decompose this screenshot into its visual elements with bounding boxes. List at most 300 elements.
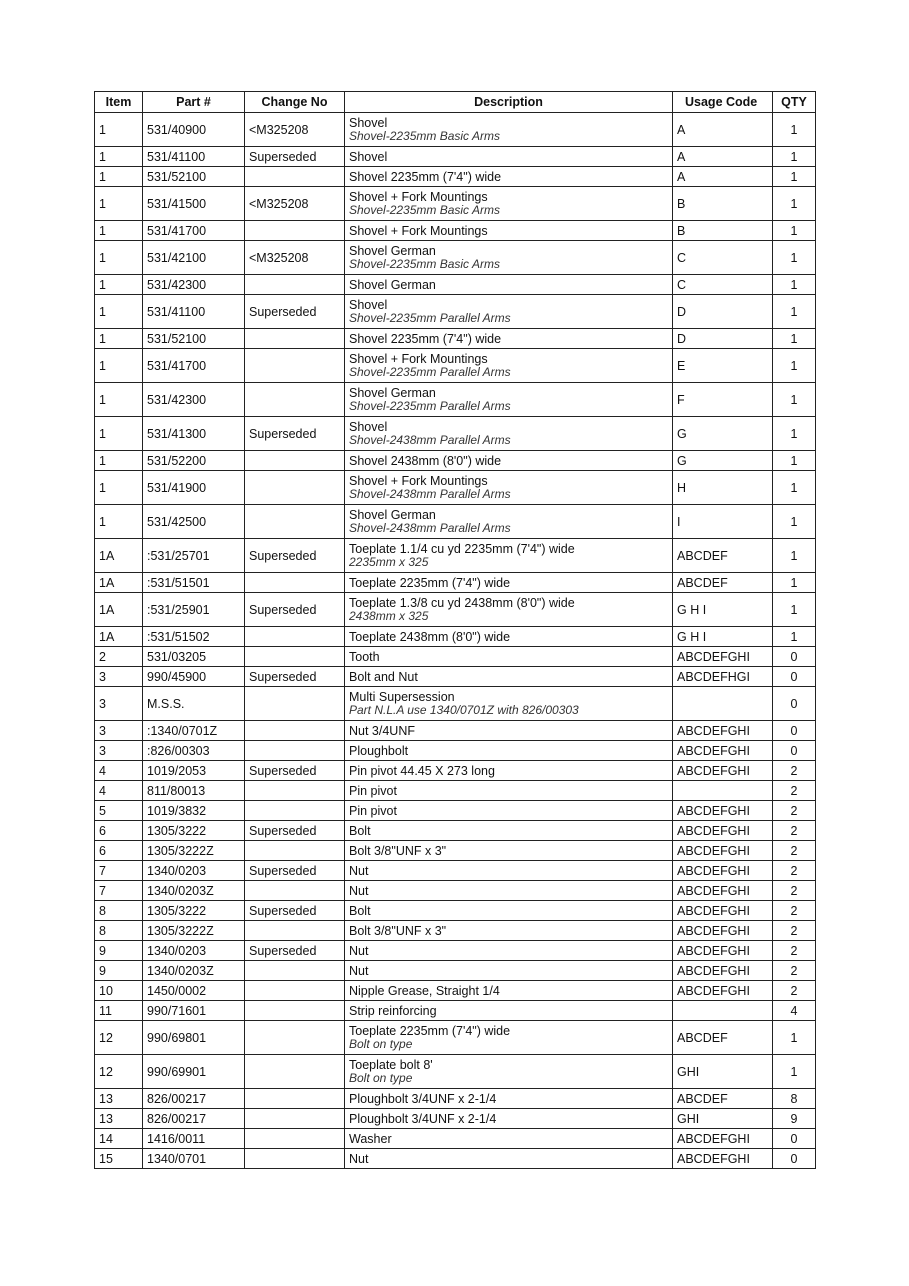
part-number-cell: 1340/0203 bbox=[143, 941, 245, 961]
description-subtext: Bolt on type bbox=[349, 1071, 413, 1085]
change-no-cell bbox=[245, 1055, 345, 1089]
description-cell bbox=[345, 167, 673, 187]
table-row bbox=[95, 841, 816, 861]
part-number-cell: 531/41700 bbox=[143, 349, 245, 383]
description-cell bbox=[345, 505, 673, 539]
item-cell: 1 bbox=[95, 275, 143, 295]
table-row bbox=[95, 961, 816, 981]
item-cell: 3 bbox=[95, 741, 143, 761]
qty-cell: 1 bbox=[773, 349, 816, 383]
table-row bbox=[95, 221, 816, 241]
description-cell bbox=[345, 841, 673, 861]
usage-code-cell bbox=[673, 781, 773, 801]
qty-cell: 0 bbox=[773, 667, 816, 687]
usage-code-cell: ABCDEF bbox=[673, 539, 773, 573]
description-cell bbox=[345, 113, 673, 147]
description-cell bbox=[345, 329, 673, 349]
item-cell: 4 bbox=[95, 781, 143, 801]
qty-cell: 1 bbox=[773, 451, 816, 471]
qty-cell: 0 bbox=[773, 1149, 816, 1169]
part-number-cell: 531/41300 bbox=[143, 417, 245, 451]
part-number-cell: 1305/3222 bbox=[143, 901, 245, 921]
part-number-cell: 531/42300 bbox=[143, 383, 245, 417]
part-number-cell: 1340/0701 bbox=[143, 1149, 245, 1169]
part-number-cell: 1305/3222Z bbox=[143, 841, 245, 861]
description-text: Shovel German bbox=[349, 508, 436, 522]
table-row bbox=[95, 275, 816, 295]
table-row bbox=[95, 417, 816, 451]
usage-code-cell: ABCDEFGHI bbox=[673, 761, 773, 781]
change-no-cell bbox=[245, 741, 345, 761]
description-text: Bolt bbox=[349, 823, 371, 838]
description-text: Toeplate 1.3/8 cu yd 2438mm (8'0") wide bbox=[349, 596, 575, 610]
part-number-cell: 531/52200 bbox=[143, 451, 245, 471]
description-cell bbox=[345, 721, 673, 741]
table-row bbox=[95, 1089, 816, 1109]
usage-code-cell: GHI bbox=[673, 1109, 773, 1129]
description-cell bbox=[345, 741, 673, 761]
description-text: Shovel + Fork Mountings bbox=[349, 352, 488, 366]
usage-code-cell: ABCDEF bbox=[673, 1089, 773, 1109]
item-cell: 1 bbox=[95, 471, 143, 505]
change-no-cell bbox=[245, 801, 345, 821]
change-no-cell: <M325208 bbox=[245, 113, 345, 147]
qty-cell: 1 bbox=[773, 573, 816, 593]
table-row bbox=[95, 147, 816, 167]
qty-cell: 1 bbox=[773, 1021, 816, 1055]
item-cell: 7 bbox=[95, 881, 143, 901]
part-number-cell: 531/41100 bbox=[143, 295, 245, 329]
change-no-cell bbox=[245, 781, 345, 801]
item-cell: 1 bbox=[95, 505, 143, 539]
usage-code-cell: E bbox=[673, 349, 773, 383]
description-subtext: Bolt on type bbox=[349, 1037, 413, 1051]
qty-cell: 2 bbox=[773, 981, 816, 1001]
change-no-cell bbox=[245, 1089, 345, 1109]
usage-code-cell: C bbox=[673, 241, 773, 275]
usage-code-cell: A bbox=[673, 113, 773, 147]
item-cell: 2 bbox=[95, 647, 143, 667]
change-no-cell: <M325208 bbox=[245, 241, 345, 275]
part-number-cell: 1340/0203Z bbox=[143, 961, 245, 981]
qty-cell: 4 bbox=[773, 1001, 816, 1021]
description-cell bbox=[345, 1001, 673, 1021]
item-cell: 9 bbox=[95, 961, 143, 981]
description-text: Nipple Grease, Straight 1/4 bbox=[349, 983, 500, 998]
description-cell bbox=[345, 781, 673, 801]
description-text: Shovel German bbox=[349, 277, 436, 292]
qty-cell: 2 bbox=[773, 941, 816, 961]
item-cell: 1 bbox=[95, 167, 143, 187]
qty-cell: 1 bbox=[773, 505, 816, 539]
usage-code-cell: ABCDEFGHI bbox=[673, 1129, 773, 1149]
change-no-cell bbox=[245, 349, 345, 383]
item-cell: 15 bbox=[95, 1149, 143, 1169]
qty-cell: 1 bbox=[773, 593, 816, 627]
description-cell bbox=[345, 451, 673, 471]
part-number-cell: 531/41500 bbox=[143, 187, 245, 221]
part-number-cell: 826/00217 bbox=[143, 1089, 245, 1109]
description-cell bbox=[345, 627, 673, 647]
description-text: Tooth bbox=[349, 649, 380, 664]
description-cell bbox=[345, 647, 673, 667]
table-row bbox=[95, 881, 816, 901]
change-no-cell bbox=[245, 275, 345, 295]
description-cell bbox=[345, 881, 673, 901]
part-number-cell: M.S.S. bbox=[143, 687, 245, 721]
table-row bbox=[95, 667, 816, 687]
change-no-cell: Superseded bbox=[245, 539, 345, 573]
description-cell bbox=[345, 383, 673, 417]
item-cell: 3 bbox=[95, 687, 143, 721]
item-cell: 12 bbox=[95, 1055, 143, 1089]
description-cell bbox=[345, 1129, 673, 1149]
description-text: Ploughbolt 3/4UNF x 2-1/4 bbox=[349, 1091, 497, 1106]
change-no-cell: Superseded bbox=[245, 593, 345, 627]
description-text: Multi Supersession bbox=[349, 690, 455, 704]
table-row bbox=[95, 901, 816, 921]
qty-cell: 1 bbox=[773, 221, 816, 241]
usage-code-cell: I bbox=[673, 505, 773, 539]
qty-cell: 2 bbox=[773, 841, 816, 861]
description-cell bbox=[345, 667, 673, 687]
part-number-cell: 531/42500 bbox=[143, 505, 245, 539]
description-text: Shovel 2438mm (8'0") wide bbox=[349, 453, 502, 468]
part-number-cell: 531/42300 bbox=[143, 275, 245, 295]
description-text: Toeplate bolt 8' bbox=[349, 1058, 433, 1072]
usage-code-cell: G bbox=[673, 417, 773, 451]
table-row bbox=[95, 1021, 816, 1055]
table-row bbox=[95, 187, 816, 221]
header-row bbox=[95, 92, 816, 113]
description-subtext: Shovel-2235mm Parallel Arms bbox=[349, 365, 511, 379]
description-subtext: Shovel-2235mm Parallel Arms bbox=[349, 399, 511, 413]
description-text: Shovel + Fork Mountings bbox=[349, 474, 488, 488]
change-no-cell bbox=[245, 721, 345, 741]
part-number-cell: 531/42100 bbox=[143, 241, 245, 275]
description-cell bbox=[345, 1055, 673, 1089]
part-number-cell: 1450/0002 bbox=[143, 981, 245, 1001]
header-part: Part # bbox=[143, 92, 245, 113]
item-cell: 8 bbox=[95, 921, 143, 941]
description-text: Pin pivot bbox=[349, 803, 397, 818]
table-row bbox=[95, 451, 816, 471]
qty-cell: 1 bbox=[773, 113, 816, 147]
change-no-cell: Superseded bbox=[245, 147, 345, 167]
table-row bbox=[95, 741, 816, 761]
table-row bbox=[95, 721, 816, 741]
item-cell: 13 bbox=[95, 1109, 143, 1129]
table-row bbox=[95, 1055, 816, 1089]
table-row bbox=[95, 821, 816, 841]
change-no-cell bbox=[245, 221, 345, 241]
part-number-cell: 531/41100 bbox=[143, 147, 245, 167]
part-number-cell: 990/45900 bbox=[143, 667, 245, 687]
change-no-cell bbox=[245, 921, 345, 941]
change-no-cell bbox=[245, 881, 345, 901]
qty-cell: 1 bbox=[773, 241, 816, 275]
usage-code-cell: ABCDEFGHI bbox=[673, 941, 773, 961]
item-cell: 3 bbox=[95, 721, 143, 741]
part-number-cell: :531/25701 bbox=[143, 539, 245, 573]
description-subtext: Shovel-2438mm Parallel Arms bbox=[349, 521, 511, 535]
part-number-cell: 1305/3222 bbox=[143, 821, 245, 841]
item-cell: 1 bbox=[95, 329, 143, 349]
description-cell bbox=[345, 147, 673, 167]
description-text: Pin pivot 44.45 X 273 long bbox=[349, 763, 495, 778]
change-no-cell bbox=[245, 471, 345, 505]
table-row bbox=[95, 573, 816, 593]
description-text: Nut 3/4UNF bbox=[349, 723, 415, 738]
description-text: Nut bbox=[349, 883, 369, 898]
qty-cell: 2 bbox=[773, 761, 816, 781]
description-subtext: Shovel-2235mm Basic Arms bbox=[349, 203, 500, 217]
qty-cell: 1 bbox=[773, 539, 816, 573]
table-row bbox=[95, 647, 816, 667]
usage-code-cell: A bbox=[673, 147, 773, 167]
qty-cell: 1 bbox=[773, 417, 816, 451]
description-cell bbox=[345, 241, 673, 275]
part-number-cell: 811/80013 bbox=[143, 781, 245, 801]
description-cell bbox=[345, 861, 673, 881]
part-number-cell: 990/69801 bbox=[143, 1021, 245, 1055]
item-cell: 1 bbox=[95, 417, 143, 451]
item-cell: 1 bbox=[95, 295, 143, 329]
usage-code-cell: D bbox=[673, 329, 773, 349]
description-cell bbox=[345, 349, 673, 383]
item-cell: 14 bbox=[95, 1129, 143, 1149]
description-text: Toeplate 1.1/4 cu yd 2235mm (7'4") wide bbox=[349, 542, 575, 556]
qty-cell: 1 bbox=[773, 167, 816, 187]
description-subtext: Part N.L.A use 1340/0701Z with 826/00303 bbox=[349, 703, 579, 717]
usage-code-cell: ABCDEFGHI bbox=[673, 647, 773, 667]
description-text: Nut bbox=[349, 863, 369, 878]
item-cell: 1A bbox=[95, 539, 143, 573]
change-no-cell: Superseded bbox=[245, 295, 345, 329]
description-cell bbox=[345, 901, 673, 921]
part-number-cell: 531/52100 bbox=[143, 167, 245, 187]
qty-cell: 2 bbox=[773, 921, 816, 941]
header-qty: QTY bbox=[773, 92, 816, 113]
table-row bbox=[95, 981, 816, 1001]
part-number-cell: :826/00303 bbox=[143, 741, 245, 761]
usage-code-cell: ABCDEFGHI bbox=[673, 861, 773, 881]
item-cell: 1 bbox=[95, 451, 143, 471]
description-cell bbox=[345, 187, 673, 221]
usage-code-cell: ABCDEF bbox=[673, 573, 773, 593]
change-no-cell bbox=[245, 841, 345, 861]
description-cell bbox=[345, 275, 673, 295]
change-no-cell bbox=[245, 167, 345, 187]
usage-code-cell bbox=[673, 1001, 773, 1021]
qty-cell: 2 bbox=[773, 881, 816, 901]
qty-cell: 1 bbox=[773, 383, 816, 417]
change-no-cell bbox=[245, 383, 345, 417]
item-cell: 11 bbox=[95, 1001, 143, 1021]
description-cell bbox=[345, 417, 673, 451]
description-text: Toeplate 2235mm (7'4") wide bbox=[349, 1024, 511, 1038]
description-cell bbox=[345, 1089, 673, 1109]
table-row bbox=[95, 505, 816, 539]
item-cell: 9 bbox=[95, 941, 143, 961]
item-cell: 6 bbox=[95, 821, 143, 841]
description-cell bbox=[345, 1149, 673, 1169]
item-cell: 1 bbox=[95, 113, 143, 147]
usage-code-cell: ABCDEFGHI bbox=[673, 721, 773, 741]
table-row bbox=[95, 113, 816, 147]
description-text: Nut bbox=[349, 943, 369, 958]
item-cell: 1A bbox=[95, 593, 143, 627]
qty-cell: 2 bbox=[773, 901, 816, 921]
description-text: Shovel + Fork Mountings bbox=[349, 190, 488, 204]
change-no-cell: Superseded bbox=[245, 761, 345, 781]
qty-cell: 2 bbox=[773, 821, 816, 841]
qty-cell: 2 bbox=[773, 801, 816, 821]
table-row bbox=[95, 539, 816, 573]
part-number-cell: 1019/3832 bbox=[143, 801, 245, 821]
qty-cell: 2 bbox=[773, 961, 816, 981]
description-text: Shovel German bbox=[349, 244, 436, 258]
qty-cell: 1 bbox=[773, 147, 816, 167]
part-number-cell: 990/71601 bbox=[143, 1001, 245, 1021]
qty-cell: 1 bbox=[773, 187, 816, 221]
table-row bbox=[95, 941, 816, 961]
table-row bbox=[95, 241, 816, 275]
change-no-cell: Superseded bbox=[245, 667, 345, 687]
usage-code-cell: ABCDEFGHI bbox=[673, 821, 773, 841]
usage-code-cell: ABCDEF bbox=[673, 1021, 773, 1055]
usage-code-cell: H bbox=[673, 471, 773, 505]
description-text: Shovel bbox=[349, 298, 388, 312]
part-number-cell: :531/25901 bbox=[143, 593, 245, 627]
description-cell bbox=[345, 801, 673, 821]
qty-cell: 0 bbox=[773, 721, 816, 741]
table-row bbox=[95, 167, 816, 187]
part-number-cell: 531/03205 bbox=[143, 647, 245, 667]
description-cell bbox=[345, 471, 673, 505]
description-cell bbox=[345, 1109, 673, 1129]
description-subtext: 2235mm x 325 bbox=[349, 555, 429, 569]
description-cell bbox=[345, 593, 673, 627]
part-number-cell: 1416/0011 bbox=[143, 1129, 245, 1149]
change-no-cell bbox=[245, 1001, 345, 1021]
usage-code-cell: ABCDEFGHI bbox=[673, 881, 773, 901]
qty-cell: 1 bbox=[773, 329, 816, 349]
description-text: Ploughbolt 3/4UNF x 2-1/4 bbox=[349, 1111, 497, 1126]
usage-code-cell: ABCDEFGHI bbox=[673, 841, 773, 861]
description-text: Toeplate 2235mm (7'4") wide bbox=[349, 575, 511, 590]
change-no-cell bbox=[245, 1149, 345, 1169]
usage-code-cell: G H I bbox=[673, 627, 773, 647]
header-description: Description bbox=[345, 92, 673, 113]
table-row bbox=[95, 471, 816, 505]
qty-cell: 1 bbox=[773, 295, 816, 329]
usage-code-cell: A bbox=[673, 167, 773, 187]
part-number-cell: 531/41700 bbox=[143, 221, 245, 241]
change-no-cell bbox=[245, 647, 345, 667]
description-subtext: Shovel-2235mm Basic Arms bbox=[349, 257, 500, 271]
description-text: Shovel bbox=[349, 420, 388, 434]
item-cell: 7 bbox=[95, 861, 143, 881]
change-no-cell bbox=[245, 1109, 345, 1129]
part-number-cell: :531/51502 bbox=[143, 627, 245, 647]
usage-code-cell: ABCDEFGHI bbox=[673, 901, 773, 921]
description-cell bbox=[345, 761, 673, 781]
change-no-cell: Superseded bbox=[245, 861, 345, 881]
usage-code-cell: G bbox=[673, 451, 773, 471]
change-no-cell: Superseded bbox=[245, 821, 345, 841]
description-cell bbox=[345, 539, 673, 573]
usage-code-cell: ABCDEFGHI bbox=[673, 921, 773, 941]
qty-cell: 0 bbox=[773, 647, 816, 667]
part-number-cell: 1305/3222Z bbox=[143, 921, 245, 941]
item-cell: 1A bbox=[95, 627, 143, 647]
item-cell: 6 bbox=[95, 841, 143, 861]
table-row bbox=[95, 329, 816, 349]
description-cell bbox=[345, 1021, 673, 1055]
description-cell bbox=[345, 821, 673, 841]
header-item: Item bbox=[95, 92, 143, 113]
description-text: Shovel + Fork Mountings bbox=[349, 223, 488, 238]
description-text: Shovel German bbox=[349, 386, 436, 400]
part-number-cell: :1340/0701Z bbox=[143, 721, 245, 741]
table-row bbox=[95, 1129, 816, 1149]
item-cell: 3 bbox=[95, 667, 143, 687]
usage-code-cell: ABCDEFGHI bbox=[673, 981, 773, 1001]
description-text: Bolt and Nut bbox=[349, 669, 418, 684]
part-number-cell: 990/69901 bbox=[143, 1055, 245, 1089]
qty-cell: 2 bbox=[773, 781, 816, 801]
description-text: Shovel bbox=[349, 149, 388, 164]
item-cell: 1 bbox=[95, 187, 143, 221]
description-cell bbox=[345, 687, 673, 721]
description-cell bbox=[345, 295, 673, 329]
part-number-cell: 1019/2053 bbox=[143, 761, 245, 781]
qty-cell: 0 bbox=[773, 741, 816, 761]
usage-code-cell: GHI bbox=[673, 1055, 773, 1089]
item-cell: 8 bbox=[95, 901, 143, 921]
qty-cell: 9 bbox=[773, 1109, 816, 1129]
change-no-cell bbox=[245, 505, 345, 539]
description-text: Strip reinforcing bbox=[349, 1003, 437, 1018]
description-text: Washer bbox=[349, 1131, 392, 1146]
item-cell: 12 bbox=[95, 1021, 143, 1055]
table-row bbox=[95, 349, 816, 383]
qty-cell: 1 bbox=[773, 627, 816, 647]
usage-code-cell: ABCDEFGHI bbox=[673, 741, 773, 761]
table-row bbox=[95, 781, 816, 801]
change-no-cell bbox=[245, 573, 345, 593]
change-no-cell: <M325208 bbox=[245, 187, 345, 221]
description-text: Bolt bbox=[349, 903, 371, 918]
table-row bbox=[95, 687, 816, 721]
part-number-cell: 1340/0203Z bbox=[143, 881, 245, 901]
part-number-cell: 531/40900 bbox=[143, 113, 245, 147]
item-cell: 1 bbox=[95, 221, 143, 241]
item-cell: 5 bbox=[95, 801, 143, 821]
usage-code-cell: ABCDEFHGI bbox=[673, 667, 773, 687]
part-number-cell: 531/52100 bbox=[143, 329, 245, 349]
change-no-cell bbox=[245, 1129, 345, 1149]
change-no-cell bbox=[245, 451, 345, 471]
part-number-cell: 531/41900 bbox=[143, 471, 245, 505]
change-no-cell: Superseded bbox=[245, 941, 345, 961]
description-text: Bolt 3/8"UNF x 3" bbox=[349, 843, 447, 858]
table-row bbox=[95, 761, 816, 781]
table-row bbox=[95, 1149, 816, 1169]
table-row bbox=[95, 921, 816, 941]
table-row bbox=[95, 593, 816, 627]
